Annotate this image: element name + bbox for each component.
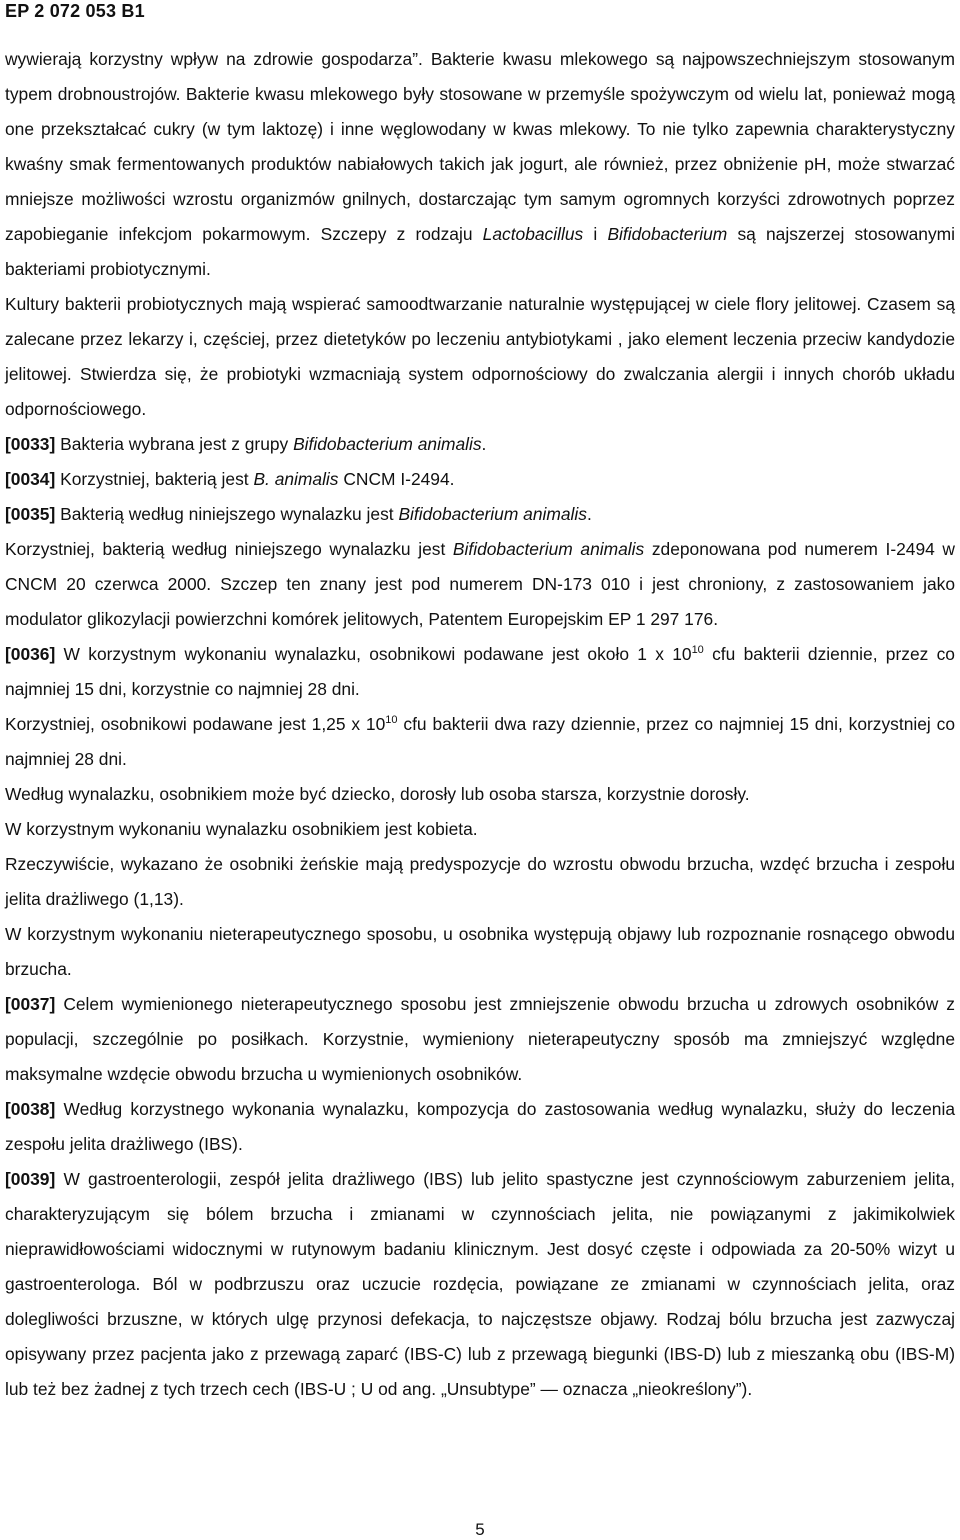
paragraph <box>5 1162 955 1407</box>
text-run: CNCM I-2494. <box>338 469 455 489</box>
paragraph-number: [0034] <box>5 469 56 489</box>
paragraph <box>5 287 955 427</box>
text-run: i <box>583 224 608 244</box>
paragraph <box>5 1092 955 1162</box>
superscript-exponent: 10 <box>691 644 704 657</box>
text-run: Rzeczywiście, wykazano że osobniki żeńskie mają predyspozycje do wzrostu obwodu brzucha, wzdęć brzucha i zespołu jelita drażliwego (1,13). <box>5 854 955 909</box>
text-run: W korzystnym wykonaniu nieterapeutycznego sposobu, u osobnika występują objawy lub rozpoznanie rosnącego obwodu brzucha. <box>5 924 955 979</box>
paragraph-number: [0039] <box>5 1169 56 1189</box>
text-run: cfu bakterii dziennie, przez co najmniej 15 dni, korzystnie co najmniej 28 dni. <box>5 644 955 699</box>
text-run: są najszerzej stosowanymi bakteriami probiotycznymi. <box>5 224 955 279</box>
superscript-exponent: 10 <box>385 714 398 727</box>
paragraph-number: [0037] <box>5 994 56 1014</box>
text-run: Bakterią według niniejszego wynalazku jest <box>55 504 399 524</box>
paragraph <box>5 532 955 637</box>
text-run: cfu bakterii dwa razy dziennie, przez co najmniej 15 dni, korzystniej co najmniej 28 dni. <box>5 714 955 769</box>
paragraph <box>5 777 955 812</box>
italic-term: Bifidobacterium animalis <box>398 504 587 524</box>
text-run: . <box>586 504 592 524</box>
text-run: zdeponowana pod numerem I-2494 w CNCM 20 czerwca 2000. Szczep ten znany jest pod numerem DN-173 010 i jest chroniony, z zastosowaniem jako modulator glikozylacji powierzchni komórek jelitowych, Patentem Europejskim EP 1 297 176. <box>5 539 955 629</box>
text-run: Celem wymienionego nieterapeutycznego sposobu jest zmniejszenie obwodu brzucha u zdrowych osobników z populacji, szczególnie po posiłkach. Korzystnie, wymieniony nieterapeutyczny sposób ma zmniejszyć względne maksymalne wzdęcie obwodu brzucha u wymienionych osobników. <box>5 994 955 1084</box>
text-run: Według wynalazku, osobnikiem może być dziecko, dorosły lub osoba starsza, korzystnie dorosły. <box>5 784 750 804</box>
paragraph-number: [0035] <box>5 504 56 524</box>
text-run: W korzystnym wykonaniu wynalazku, osobnikowi podawane jest około 1 x 10 <box>55 644 692 664</box>
paragraph <box>5 462 955 497</box>
page-number: 5 <box>475 1520 485 1539</box>
paragraph <box>5 707 955 777</box>
italic-term: Lactobacillus <box>482 224 584 244</box>
text-run: Według korzystnego wykonania wynalazku, kompozycja do zastosowania według wynalazku, służy do leczenia zespołu jelita drażliwego (IBS). <box>5 1099 955 1154</box>
paragraph <box>5 497 955 532</box>
italic-term: Bifidobacterium <box>607 224 728 244</box>
paragraph-number: [0036] <box>5 644 56 664</box>
text-run: Korzystniej, bakterią jest <box>55 469 254 489</box>
italic-term: Bifidobacterium animalis <box>452 539 645 559</box>
text-run: . <box>481 434 487 454</box>
document-body <box>5 42 955 1407</box>
text-run: Kultury bakterii probiotycznych mają wspierać samoodtwarzanie naturalnie występującej w ciele flory jelitowej. Czasem są zalecane przez lekarzy i, częściej, przez dietetyków po leczeniu antybiotykami , jako element leczenia przeciw kandydozie jelitowej. Stwierdza się, że probiotyki wzmacniają system odpornościowy do zwalczania alergii i innych chorób układu odpornościowego. <box>5 294 955 419</box>
paragraph <box>5 917 955 987</box>
paragraph <box>5 812 955 847</box>
italic-term: B. animalis <box>253 469 339 489</box>
paragraph-number: [0033] <box>5 434 56 454</box>
text-run: Korzystniej, osobnikowi podawane jest 1,25 x 10 <box>5 714 386 734</box>
paragraph <box>5 847 955 917</box>
paragraph <box>5 637 955 707</box>
italic-term: Bifidobacterium animalis <box>293 434 482 454</box>
text-run: Bakteria wybrana jest z grupy <box>55 434 294 454</box>
paragraph <box>5 987 955 1092</box>
paragraph <box>5 42 955 287</box>
paragraph-number: [0038] <box>5 1099 56 1119</box>
text-run: W gastroenterologii, zespół jelita drażliwego (IBS) lub jelito spastyczne jest czynnościowym zaburzeniem jelita, charakteryzującym się bólem brzucha i zmianami w czynnościach jelita, nie powiązanymi z jakimikolwiek nieprawidłowościami widocznymi w rutynowym badaniu klinicznym. Jest dosyć częste i odpowiada za 20-50% wizyt u gastroenterologa. Ból w podbrzuszu oraz uczucie rozdęcia, powiązane ze zmianami w czynnościach jelita, oraz dolegliwości brzuszne, w których ulgę przynosi defekacja, to najczęstsze objawy. Rodzaj bólu brzucha jest zazwyczaj opisywany przez pacjenta jako z przewagą zaparć (IBS-C) lub z przewagą biegunki (IBS-D) lub z mieszanką obu (IBS-M) lub też bez żadnej z tych trzech cech (IBS-U ; U od ang. „Unsubtype” — oznacza „nieokreślony”). <box>5 1169 955 1399</box>
paragraph <box>5 427 955 462</box>
text-run: W korzystnym wykonaniu wynalazku osobnikiem jest kobieta. <box>5 819 478 839</box>
patent-number-header: EP 2 072 053 B1 <box>5 1 145 21</box>
text-run: wywierają korzystny wpływ na zdrowie gospodarza”. Bakterie kwasu mlekowego są najpowszechniejszym stosowanym typem drobnoustrojów. Bakterie kwasu mlekowego były stosowane w przemyśle spożywczym od wielu lat, ponieważ mogą one przekształcać cukry (w tym laktozę) i inne węglowodany w kwas mlekowy. To nie tylko zapewnia charakterystyczny kwaśny smak fermentowanych produktów nabiałowych takich jak jogurt, ale również, przez obniżenie pH, może stwarzać mniejsze możliwości wzrostu organizmów gnilnych, dostarczając tym samym ogromnych korzyści zdrowotnych poprzez zapobieganie infekcjom pokarmowym. Szczepy z rodzaju <box>5 49 955 244</box>
text-run: Korzystniej, bakterią według niniejszego wynalazku jest <box>5 539 453 559</box>
